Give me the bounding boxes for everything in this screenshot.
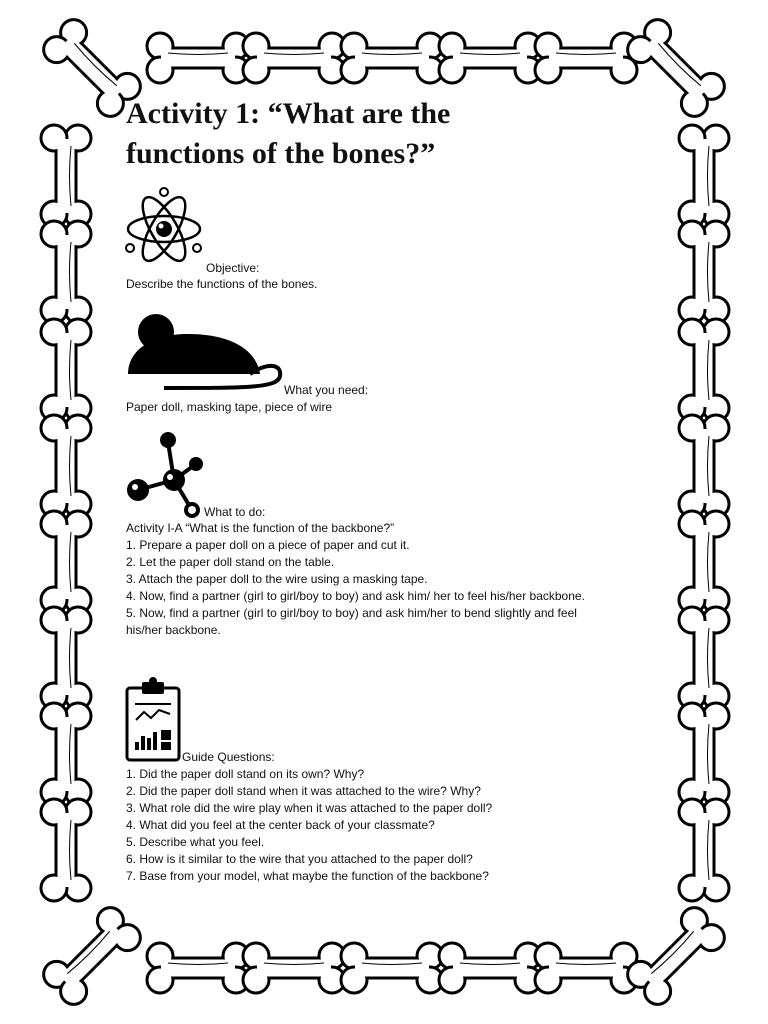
objective-text: Describe the functions of the bones. [126, 277, 318, 291]
bone-icon [243, 943, 345, 993]
title-line-1: Activity 1: “What are the [126, 97, 451, 130]
bone-icon [679, 319, 729, 421]
bone-icon [38, 902, 145, 1009]
materials-text: Paper doll, masking tape, piece of wire [126, 400, 333, 414]
bone-icon [243, 33, 345, 83]
bone-icon [622, 14, 729, 121]
bone-icon [41, 703, 91, 805]
procedure-step: 1. Prepare a paper doll on a piece of paper and cut it. [126, 538, 410, 552]
procedure-step: 5. Now, find a partner (girl to girl/boy to boy) and ask him/her to bend slightly and feel his/her backbone. [126, 606, 577, 637]
bone-icon [439, 943, 541, 993]
bone-icon [679, 607, 729, 709]
bone-icon [341, 943, 443, 993]
bone-icon [147, 33, 249, 83]
atom-icon [124, 186, 204, 268]
bone-icon [41, 511, 91, 613]
bone-icon [41, 221, 91, 323]
bone-icon [41, 415, 91, 517]
bone-icon [41, 799, 91, 901]
guide-question: 2. Did the paper doll stand when it was attached to the wire? Why? [126, 784, 481, 798]
bone-icon [147, 943, 249, 993]
bone-icon [41, 319, 91, 421]
guide-heading: Guide Questions: [182, 750, 275, 764]
page-title [126, 94, 596, 174]
guide-question: 1. Did the paper doll stand on its own? Why? [126, 767, 365, 781]
guide-questions [126, 766, 596, 885]
materials-heading: What you need: [284, 383, 369, 397]
bone-icon [535, 33, 637, 83]
guide-question: 6. How is it similar to the wire that you attached to the paper doll? [126, 852, 473, 866]
bone-icon [679, 415, 729, 517]
procedure-step: 3. Attach the paper doll to the wire using a masking tape. [126, 572, 428, 586]
bone-icon [679, 799, 729, 901]
guide-question: 3. What role did the wire play when it was attached to the paper doll? [126, 801, 493, 815]
mouse-icon [124, 308, 286, 394]
bone-icon [679, 221, 729, 323]
guide-question: 4. What did you feel at the center back of your classmate? [126, 818, 435, 832]
procedure-heading: What to do: [204, 505, 266, 519]
activity-title: Activity I-A “What is the function of the backbone?” [126, 521, 395, 535]
objective-heading: Objective: [206, 261, 260, 275]
bone-icon [679, 703, 729, 805]
bone-icon [535, 943, 637, 993]
bone-icon [439, 33, 541, 83]
guide-question: 5. Describe what you feel. [126, 835, 265, 849]
guide-question: 7. Base from your model, what maybe the function of the backbone? [126, 869, 489, 883]
clipboard-chart-icon [124, 676, 182, 762]
procedure-step: 4. Now, find a partner (girl to girl/boy to boy) and ask him/ her to feel his/her backbone. [126, 589, 585, 603]
bone-icon [679, 511, 729, 613]
bone-icon [679, 125, 729, 227]
title-line-2: functions of the bones?” [126, 137, 436, 170]
procedure-section [126, 520, 596, 639]
procedure-step: 2. Let the paper doll stand on the table. [126, 555, 335, 569]
bone-icon [341, 33, 443, 83]
molecule-icon [124, 430, 208, 522]
bone-icon [41, 125, 91, 227]
bone-icon [41, 607, 91, 709]
